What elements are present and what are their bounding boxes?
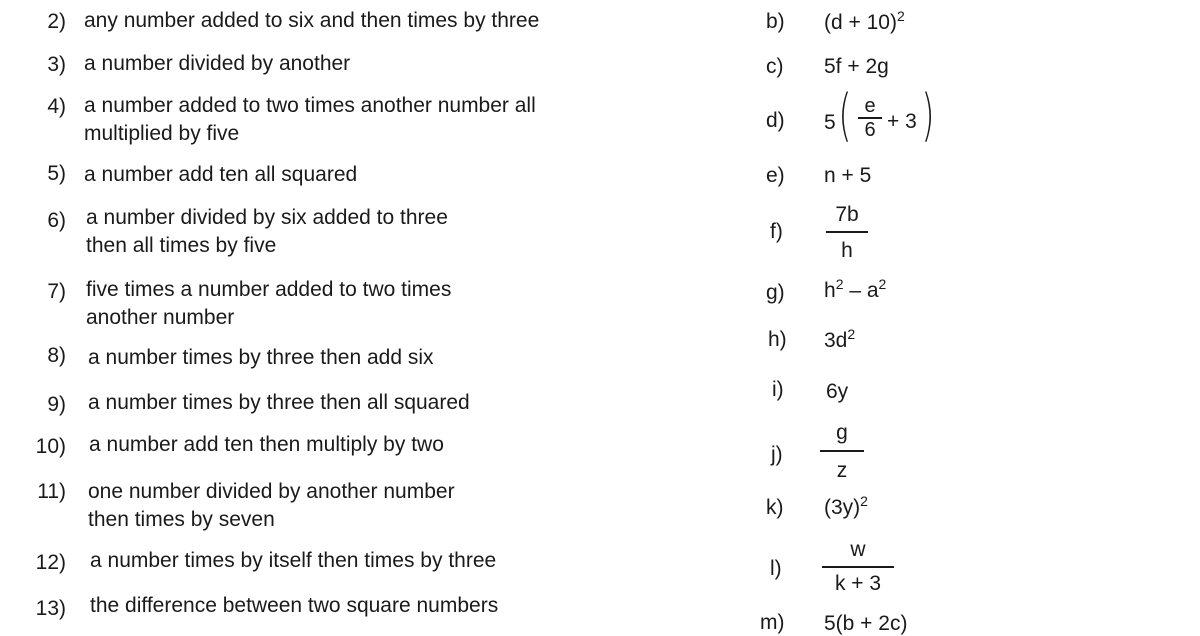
question-number: 11) xyxy=(37,480,66,503)
expression-base: 3d xyxy=(824,329,848,352)
exponent: 2 xyxy=(847,326,856,342)
question-text: a number added to two times another number all xyxy=(84,94,536,117)
question-text: one number divided by another number xyxy=(88,480,455,503)
minus-sign: – xyxy=(843,279,867,302)
answer-letter: b) xyxy=(766,10,785,33)
question-number: 9) xyxy=(47,393,66,416)
open-bracket: ( xyxy=(838,83,852,148)
close-bracket: ) xyxy=(921,83,935,148)
question-number: 7) xyxy=(47,280,66,303)
expression-term: a xyxy=(866,279,879,302)
expression-c: 5f + 2g xyxy=(824,55,889,78)
question-number: 2) xyxy=(47,10,66,33)
question-number: 13) xyxy=(35,597,66,620)
question-number: 5) xyxy=(47,162,66,185)
expression-base: (3y) xyxy=(824,496,861,519)
exponent: 2 xyxy=(835,276,844,292)
question-number: 12) xyxy=(35,551,66,574)
answer-letter: h) xyxy=(768,328,787,351)
expression-k xyxy=(824,493,868,520)
fraction-denominator: h xyxy=(841,239,853,262)
question-text: multiplied by five xyxy=(84,122,240,145)
expression-tail: + 3 xyxy=(887,110,917,133)
answer-letter: j) xyxy=(771,443,783,466)
expression-b xyxy=(824,8,905,35)
question-text: then all times by five xyxy=(86,234,277,257)
fraction-denominator: z xyxy=(836,459,848,482)
fraction-denominator: k + 3 xyxy=(834,572,882,595)
question-text: five times a number added to two times xyxy=(86,278,452,301)
question-text: a number add ten then multiply by two xyxy=(89,433,444,456)
question-number: 3) xyxy=(47,53,66,76)
expression-term: h xyxy=(824,279,836,302)
question-text: the difference between two square numbers xyxy=(90,594,499,617)
fraction-bar xyxy=(822,566,894,568)
answer-letter: f) xyxy=(770,220,783,243)
fraction-bar xyxy=(820,450,864,452)
expression-coefficient: 5 xyxy=(824,111,836,134)
expression-i: 6y xyxy=(826,380,849,403)
answer-letter: m) xyxy=(760,611,785,634)
expression-j xyxy=(820,421,864,483)
expression-g xyxy=(824,276,887,303)
answer-letter: c) xyxy=(766,55,784,78)
fraction-numerator: 7b xyxy=(835,203,859,226)
expression-l xyxy=(822,538,894,596)
question-number: 6) xyxy=(47,209,66,232)
question-number: 8) xyxy=(47,344,66,367)
fraction-numerator: e xyxy=(864,95,876,117)
exponent: 2 xyxy=(878,276,887,292)
question-text: a number times by three then add six xyxy=(88,346,434,369)
answer-letter: i) xyxy=(772,378,784,401)
question-text: a number divided by six added to three xyxy=(86,206,448,229)
question-text: a number add ten all squared xyxy=(84,163,358,186)
answer-letter: l) xyxy=(770,557,782,580)
expression-base: (d + 10) xyxy=(824,11,897,34)
question-text: a number divided by another xyxy=(84,52,351,75)
answer-letter: g) xyxy=(766,281,785,304)
answer-letter: e) xyxy=(766,164,785,187)
fraction xyxy=(858,96,882,140)
answer-letter: k) xyxy=(766,496,784,519)
question-text: another number xyxy=(86,306,235,329)
fraction-numerator: w xyxy=(850,538,866,561)
question-number: 10) xyxy=(35,435,66,458)
question-text: a number times by three then all squared xyxy=(88,391,470,414)
question-number: 4) xyxy=(47,95,66,118)
expression-h xyxy=(824,326,856,353)
fraction-denominator: 6 xyxy=(864,119,876,141)
fraction-bar xyxy=(826,231,868,233)
question-text: a number times by itself then times by three xyxy=(90,549,497,572)
exponent: 2 xyxy=(896,8,905,24)
expression-f xyxy=(826,203,868,263)
answer-letter: d) xyxy=(766,109,785,132)
expression-e: n + 5 xyxy=(824,164,872,187)
question-text: any number added to six and then times by three xyxy=(84,9,540,32)
exponent: 2 xyxy=(860,493,868,509)
fraction-numerator: g xyxy=(836,421,848,444)
expression-m: 5(b + 2c) xyxy=(824,612,908,635)
question-text: then times by seven xyxy=(88,508,275,531)
